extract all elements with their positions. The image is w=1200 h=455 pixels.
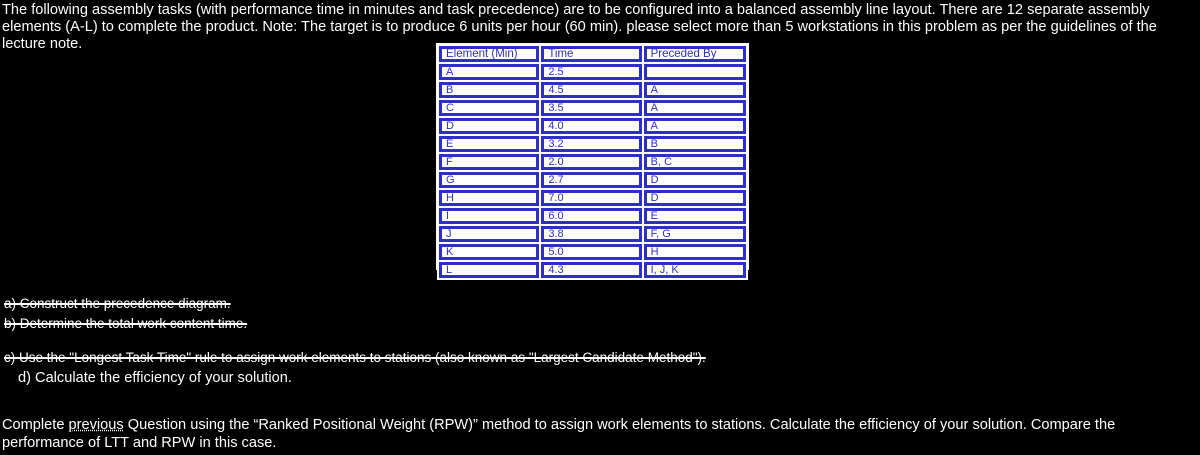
cell-element: C	[439, 100, 539, 116]
problem-intro: The following assembly tasks (with performance time in minutes and task precedence) are to be configured into a balanced assembly line layout. There are 12 separate assembly elements (A-L) to complete the product. Note: The target is to produce 6 units per hour (60 min). please select more than 5 workstations in this problem as per the guidelines of the lecture note.	[2, 2, 1157, 52]
cell-time: 4.5	[541, 82, 641, 98]
cell-preceded-by: F, G	[644, 226, 746, 242]
cell-element: K	[439, 244, 539, 260]
header-time: Time	[541, 46, 641, 62]
table-row	[439, 82, 746, 98]
cell-element: H	[439, 190, 539, 206]
cell-preceded-by	[644, 64, 746, 80]
cell-time: 2.5	[541, 64, 641, 80]
cell-time: 2.0	[541, 154, 641, 170]
table-row	[439, 226, 746, 242]
table-row	[439, 118, 746, 134]
table-row	[439, 190, 746, 206]
table-header-row	[439, 46, 746, 62]
table-row	[439, 136, 746, 152]
final-rest: Question using the “Ranked Positional Weight (RPW)” method to assign work elements to stations. Calculate the efficiency of your solution. Compare the performance of LTT and RPW in this case.	[2, 417, 1116, 451]
final-question	[2, 416, 1196, 452]
cell-time: 6.0	[541, 208, 641, 224]
cell-preceded-by: D	[644, 190, 746, 206]
cell-time: 4.3	[541, 262, 641, 278]
cell-preceded-by: A	[644, 100, 746, 116]
task-d: d) Calculate the efficiency of your solution.	[18, 370, 292, 386]
table-row	[439, 64, 746, 80]
final-lead: Complete	[2, 417, 65, 433]
table-row	[439, 208, 746, 224]
precedence-table-container	[436, 43, 749, 276]
cell-preceded-by: E	[644, 208, 746, 224]
cell-preceded-by: D	[644, 172, 746, 188]
cell-preceded-by: H	[644, 244, 746, 260]
table-row	[439, 100, 746, 116]
task-a-struck: a) Construct the precedence diagram.	[4, 296, 231, 311]
table-row	[439, 154, 746, 170]
cell-time: 4.0	[541, 118, 641, 134]
header-element: Element (Min)	[439, 46, 539, 62]
cell-time: 3.8	[541, 226, 641, 242]
table-body	[439, 64, 746, 278]
cell-time: 7.0	[541, 190, 641, 206]
table-row	[439, 172, 746, 188]
precedence-table	[437, 44, 748, 280]
table-row	[439, 244, 746, 260]
table-row	[439, 262, 746, 278]
task-b-struck: b) Determine the total work content time.	[4, 316, 248, 331]
cell-time: 3.5	[541, 100, 641, 116]
task-c-struck: c) Use the "Longest Task Time" rule to assign work elements to stations (also known as "Largest Candidate Method").	[4, 350, 706, 365]
cell-element: L	[439, 262, 539, 278]
cell-element: D	[439, 118, 539, 134]
cell-preceded-by: I, J, K	[644, 262, 746, 278]
cell-preceded-by: B, C	[644, 154, 746, 170]
cell-preceded-by: A	[644, 82, 746, 98]
cell-time: 5.0	[541, 244, 641, 260]
cell-element: E	[439, 136, 539, 152]
cell-element: B	[439, 82, 539, 98]
previous-link[interactable]: previous	[68, 417, 124, 433]
header-preceded-by: Preceded By	[644, 46, 746, 62]
cell-element: I	[439, 208, 539, 224]
cell-preceded-by: A	[644, 118, 746, 134]
cell-element: J	[439, 226, 539, 242]
cell-element: F	[439, 154, 539, 170]
cell-preceded-by: B	[644, 136, 746, 152]
cell-time: 2.7	[541, 172, 641, 188]
cell-time: 3.2	[541, 136, 641, 152]
cell-element: G	[439, 172, 539, 188]
cell-element: A	[439, 64, 539, 80]
